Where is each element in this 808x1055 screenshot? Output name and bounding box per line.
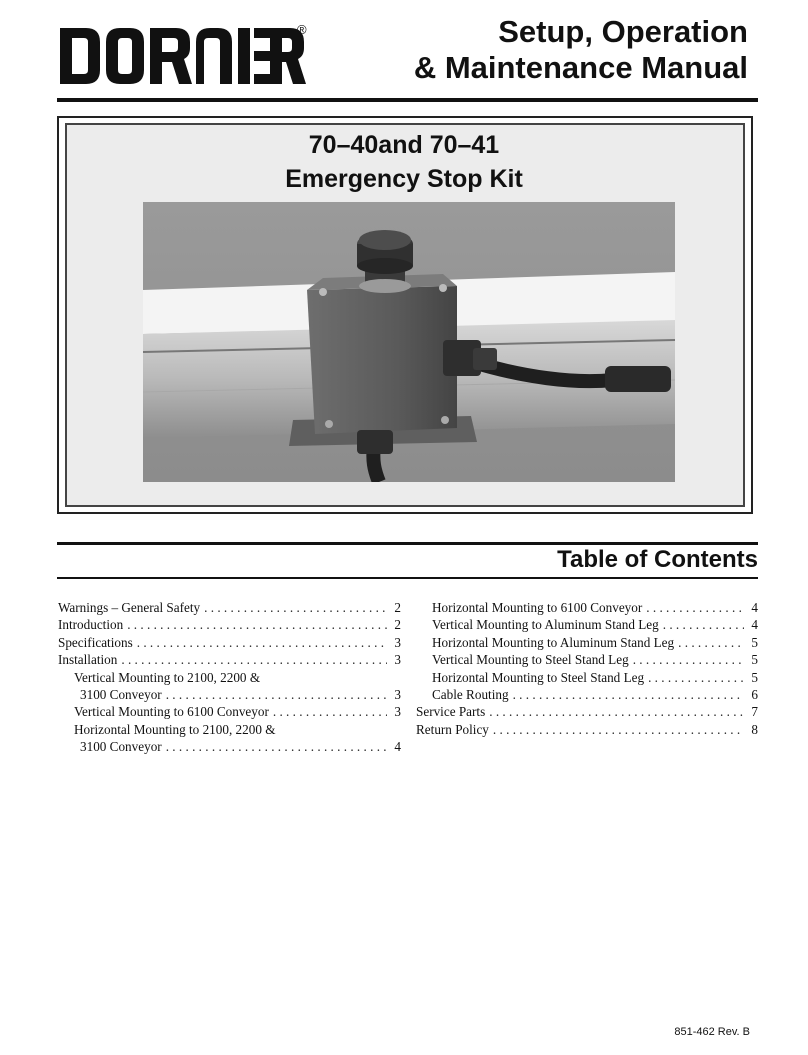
toc-entry bbox=[58, 634, 401, 651]
toc-entry-title: Horizontal Mounting to 2100, 2200 & bbox=[74, 721, 276, 737]
toc-entry-title: Cable Routing bbox=[432, 686, 509, 702]
document-number: 851-462 Rev. B bbox=[674, 1026, 750, 1038]
toc-entry-title: Installation bbox=[58, 652, 118, 668]
kit-title bbox=[0, 128, 808, 196]
toc-dot-leader bbox=[633, 651, 744, 668]
toc-entry bbox=[58, 651, 401, 668]
toc-entry-page: 6 bbox=[751, 686, 758, 702]
toc-entry-page: 3 bbox=[394, 634, 401, 650]
toc-entry-title: Vertical Mounting to Steel Stand Leg bbox=[432, 652, 629, 668]
toc-entry-title: Vertical Mounting to Aluminum Stand Leg bbox=[432, 617, 659, 633]
toc-dot-leader bbox=[204, 599, 387, 616]
toc-dot-leader bbox=[678, 634, 744, 651]
toc-entry bbox=[416, 599, 758, 616]
toc-dot-leader bbox=[127, 616, 387, 633]
toc-dot-leader bbox=[121, 651, 387, 668]
product-photo bbox=[143, 202, 675, 482]
toc-rule-bottom bbox=[57, 577, 758, 579]
toc-entry-page: 8 bbox=[751, 721, 758, 737]
toc-entry-title: Service Parts bbox=[416, 704, 486, 720]
registered-mark: ® bbox=[297, 22, 307, 37]
toc-entry-title: Vertical Mounting to 6100 Conveyor bbox=[74, 704, 269, 720]
toc-entry-title: Return Policy bbox=[416, 721, 489, 737]
toc-entry-page: 3 bbox=[394, 686, 401, 702]
kit-title-line-2: Emergency Stop Kit bbox=[285, 165, 523, 193]
toc-dot-leader bbox=[646, 599, 744, 616]
header-rule bbox=[57, 98, 758, 102]
toc-entry bbox=[58, 703, 401, 720]
toc-entry bbox=[416, 686, 758, 703]
toc-entry bbox=[416, 669, 758, 686]
toc-entry-page: 3 bbox=[394, 704, 401, 720]
toc-dot-leader bbox=[493, 721, 744, 738]
toc-entry-page: 4 bbox=[394, 739, 401, 755]
toc-dot-leader bbox=[513, 686, 744, 703]
toc-entry-title: Introduction bbox=[58, 617, 124, 633]
toc-left-column bbox=[58, 599, 401, 756]
dorner-logo bbox=[58, 22, 308, 90]
toc-entry bbox=[416, 616, 758, 633]
toc-dot-leader bbox=[137, 634, 387, 651]
toc-right-column bbox=[416, 599, 758, 738]
toc-entry-title: 3100 Conveyor bbox=[80, 739, 162, 755]
toc-entry-page: 5 bbox=[751, 652, 758, 668]
toc-entry-title: Specifications bbox=[58, 634, 133, 650]
toc-heading: Table of Contents bbox=[557, 546, 758, 573]
toc-dot-leader bbox=[273, 703, 387, 720]
toc-dot-leader bbox=[166, 686, 387, 703]
toc-entry bbox=[58, 686, 401, 703]
manual-title-line-1: Setup, Operation bbox=[498, 14, 748, 49]
toc-entry bbox=[416, 721, 758, 738]
toc-entry-title: 3100 Conveyor bbox=[80, 686, 162, 702]
toc-entry-page: 3 bbox=[394, 652, 401, 668]
toc-entry-page: 2 bbox=[394, 617, 401, 633]
toc-entry-page: 4 bbox=[751, 599, 758, 615]
toc-entry-title: Vertical Mounting to 2100, 2200 & bbox=[74, 669, 261, 685]
toc-entry-page: 4 bbox=[751, 617, 758, 633]
toc-entry-page: 2 bbox=[394, 599, 401, 615]
toc-entry-title: Horizontal Mounting to Steel Stand Leg bbox=[432, 669, 645, 685]
toc-dot-leader bbox=[648, 669, 744, 686]
toc-entry bbox=[58, 599, 401, 616]
toc-entry bbox=[58, 738, 401, 755]
kit-title-line-1: 70–40and 70–41 bbox=[308, 131, 500, 159]
manual-title bbox=[414, 14, 748, 86]
toc-entry bbox=[416, 634, 758, 651]
toc-entry-title: Horizontal Mounting to 6100 Conveyor bbox=[432, 599, 643, 615]
toc-entry-page: 5 bbox=[751, 634, 758, 650]
toc-entry-title: Horizontal Mounting to Aluminum Stand Leg bbox=[432, 634, 675, 650]
toc-entry bbox=[58, 721, 401, 738]
manual-title-line-2: & Maintenance Manual bbox=[413, 50, 748, 85]
toc-entry bbox=[416, 703, 758, 720]
toc-entry-page: 7 bbox=[751, 704, 758, 720]
toc-dot-leader bbox=[663, 616, 744, 633]
toc-entry bbox=[58, 616, 401, 633]
toc-entry-title: Warnings – General Safety bbox=[58, 599, 201, 615]
toc-entry bbox=[58, 669, 401, 686]
toc-dot-leader bbox=[489, 703, 744, 720]
toc-dot-leader bbox=[166, 738, 387, 755]
toc-entry bbox=[416, 651, 758, 668]
toc-entry-page: 5 bbox=[751, 669, 758, 685]
